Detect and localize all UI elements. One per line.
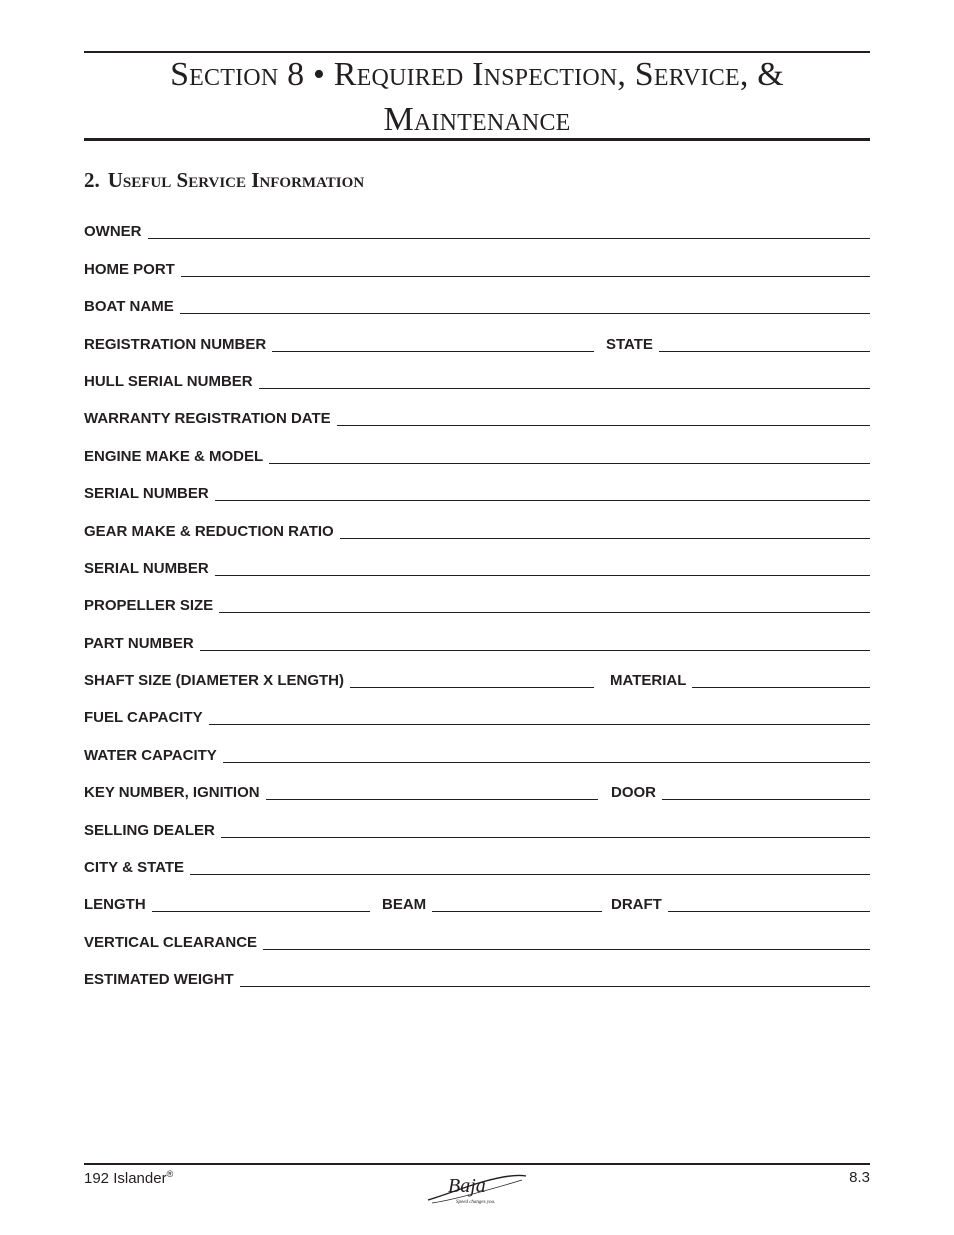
form-row [84, 281, 870, 318]
propeller-size-field [84, 597, 870, 617]
key-ignition-field [84, 784, 598, 804]
form-row [84, 617, 870, 654]
hull-serial-field [84, 373, 870, 393]
beam-blank[interactable] [432, 911, 602, 912]
selling-dealer-blank[interactable] [221, 837, 870, 838]
form-row [84, 767, 870, 804]
material-label: MATERIAL [610, 672, 687, 690]
footer-rule [84, 1163, 870, 1165]
shaft-size-blank[interactable] [350, 687, 594, 688]
propeller-size-blank[interactable] [219, 612, 870, 613]
form-row [84, 879, 870, 916]
registered-mark: ® [166, 1169, 174, 1179]
state-field [606, 336, 870, 356]
length-blank[interactable] [152, 911, 370, 912]
gear-serial-blank[interactable] [215, 575, 870, 576]
material-blank[interactable] [692, 687, 870, 688]
beam-label: BEAM [382, 896, 427, 914]
section-title [84, 52, 870, 142]
boat-name-label: BOAT NAME [84, 298, 174, 316]
shaft-size-label: SHAFT SIZE (DIAMETER X LENGTH) [84, 672, 344, 690]
selling-dealer-field [84, 822, 870, 842]
gear-serial-label: SERIAL NUMBER [84, 559, 209, 577]
city-state-blank[interactable] [190, 874, 870, 875]
form-row [84, 842, 870, 879]
material-field [610, 672, 870, 692]
form-row [84, 729, 870, 766]
part-number-blank[interactable] [200, 650, 870, 651]
part-number-field [84, 635, 870, 655]
form-row [84, 543, 870, 580]
owner-label: OWNER [84, 223, 142, 241]
warranty-date-blank[interactable] [337, 425, 870, 426]
hull-serial-blank[interactable] [259, 388, 870, 389]
engine-serial-label: SERIAL NUMBER [84, 485, 209, 503]
form-row [84, 954, 870, 991]
water-capacity-label: WATER CAPACITY [84, 746, 217, 764]
fuel-capacity-blank[interactable] [209, 724, 870, 725]
fuel-capacity-label: FUEL CAPACITY [84, 709, 203, 727]
form-row [84, 318, 870, 355]
form-row [84, 580, 870, 617]
estimated-weight-label: ESTIMATED WEIGHT [84, 971, 234, 989]
subheading [84, 168, 364, 193]
home-port-label: HOME PORT [84, 260, 175, 278]
form-row [84, 916, 870, 953]
page-number: 8.3 [849, 1169, 870, 1186]
section-title-line1: Section 8 • Required Inspection, Service, & [170, 56, 784, 93]
hull-serial-label: HULL SERIAL NUMBER [84, 372, 253, 390]
city-state-field [84, 859, 870, 879]
gear-serial-field [84, 560, 870, 580]
key-ignition-label: KEY NUMBER, IGNITION [84, 784, 260, 802]
water-capacity-field [84, 747, 870, 767]
form-row [84, 430, 870, 467]
section-title-line2: Maintenance [383, 101, 571, 138]
engine-make-label: ENGINE MAKE & MODEL [84, 447, 264, 465]
draft-blank[interactable] [668, 911, 870, 912]
service-info-form [84, 206, 870, 991]
beam-field [382, 896, 602, 916]
engine-serial-field [84, 485, 870, 505]
door-label: DOOR [611, 784, 656, 802]
registration-number-label: REGISTRATION NUMBER [84, 335, 267, 353]
engine-serial-blank[interactable] [215, 500, 870, 501]
door-blank[interactable] [662, 799, 870, 800]
propeller-size-label: PROPELLER SIZE [84, 597, 214, 615]
subheading-title: Useful Service Information [107, 168, 365, 192]
length-label: LENGTH [84, 896, 146, 914]
owner-blank[interactable] [148, 238, 871, 239]
form-row [84, 393, 870, 430]
city-state-label: CITY & STATE [84, 859, 185, 877]
warranty-date-label: WARRANTY REGISTRATION DATE [84, 410, 331, 428]
owner-field [84, 223, 870, 243]
part-number-label: PART NUMBER [84, 634, 194, 652]
registration-number-field [84, 336, 594, 356]
logo-wordmark: Baja [448, 1175, 486, 1197]
header-bottom-rule [84, 138, 870, 141]
key-ignition-blank[interactable] [266, 799, 598, 800]
boat-name-field [84, 298, 870, 318]
form-row [84, 468, 870, 505]
registration-number-blank[interactable] [272, 351, 594, 352]
gear-make-blank[interactable] [340, 538, 870, 539]
draft-label: DRAFT [611, 896, 662, 914]
engine-make-blank[interactable] [269, 463, 870, 464]
water-capacity-blank[interactable] [223, 762, 870, 763]
logo-tagline: Speed changes you. [456, 1200, 496, 1205]
form-row [84, 243, 870, 280]
state-blank[interactable] [659, 351, 870, 352]
boat-name-blank[interactable] [180, 313, 870, 314]
door-field [611, 784, 870, 804]
selling-dealer-label: SELLING DEALER [84, 821, 215, 839]
length-field [84, 896, 370, 916]
footer-model [84, 1169, 173, 1187]
form-row [84, 505, 870, 542]
home-port-field [84, 261, 870, 281]
engine-make-field [84, 448, 870, 468]
state-label: STATE [606, 335, 653, 353]
form-row [84, 655, 870, 692]
estimated-weight-field [84, 971, 870, 991]
footer-model-name: 192 Islander [84, 1170, 167, 1187]
form-row [84, 356, 870, 393]
gear-make-label: GEAR MAKE & REDUCTION RATIO [84, 522, 334, 540]
baja-logo-icon [422, 1170, 530, 1206]
subheading-number: 2. [84, 168, 100, 192]
vertical-clearance-label: VERTICAL CLEARANCE [84, 933, 258, 951]
form-row [84, 804, 870, 841]
vertical-clearance-field [84, 934, 870, 954]
form-row [84, 692, 870, 729]
vertical-clearance-blank[interactable] [263, 949, 870, 950]
shaft-size-field [84, 672, 594, 692]
gear-make-field [84, 523, 870, 543]
warranty-date-field [84, 410, 870, 430]
form-row [84, 206, 870, 243]
draft-field [611, 896, 870, 916]
estimated-weight-blank[interactable] [240, 986, 870, 987]
fuel-capacity-field [84, 709, 870, 729]
home-port-blank[interactable] [181, 276, 870, 277]
